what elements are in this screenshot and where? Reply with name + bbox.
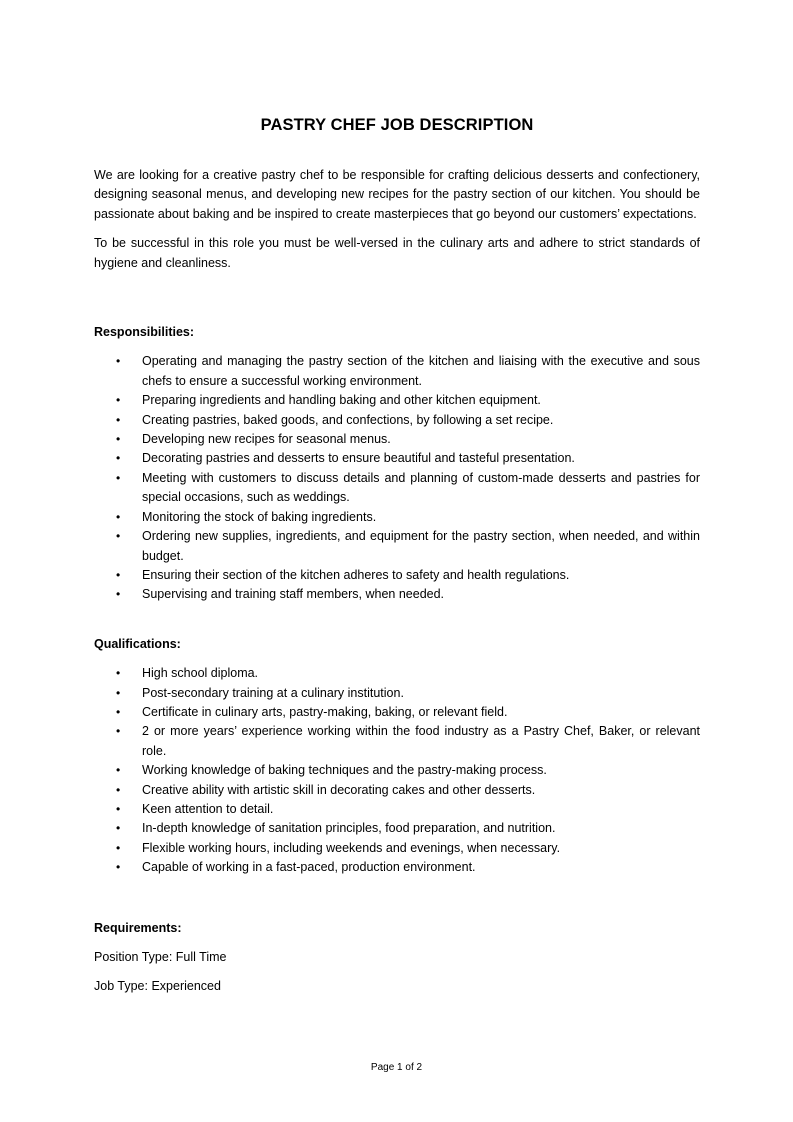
list-item	[94, 664, 700, 683]
bullet-icon: •	[116, 567, 121, 582]
position-type: Position Type: Full Time	[94, 950, 227, 964]
list-item-text: Developing new recipes for seasonal menus.	[142, 432, 391, 447]
list-item-text: Creating pastries, baked goods, and confections, by following a set recipe.	[142, 412, 554, 427]
list-item	[94, 722, 700, 761]
responsibilities-list	[94, 352, 700, 604]
page-title: PASTRY CHEF JOB DESCRIPTION	[260, 116, 534, 134]
list-item	[94, 352, 700, 391]
list-item	[94, 858, 700, 877]
qualifications-list	[94, 664, 700, 877]
bullet-icon: •	[116, 509, 121, 524]
list-item	[94, 839, 700, 858]
list-item-text: Flexible working hours, including weekends and evenings, when necessary.	[142, 840, 561, 855]
list-item-text: 2 or more years’ experience working within the food industry as a Pastry Chef, Baker, or relevant role.	[142, 724, 700, 758]
list-item	[94, 800, 700, 819]
bullet-icon: •	[116, 801, 121, 816]
job-type: Job Type: Experienced	[94, 979, 221, 994]
spacer	[94, 605, 700, 635]
list-item	[94, 469, 700, 508]
bullet-icon: •	[116, 470, 121, 485]
bullet-icon: •	[116, 393, 121, 408]
bullet-icon: •	[116, 666, 121, 681]
bullet-icon: •	[116, 821, 121, 836]
list-item	[94, 411, 700, 430]
list-item	[94, 449, 700, 468]
bullet-icon: •	[116, 860, 121, 875]
list-item	[94, 761, 700, 780]
qualifications-heading: Qualifications:	[94, 636, 181, 651]
intro-paragraph-1: We are looking for a creative pastry chef to be responsible for crafting delicious desserts and confectionery, designing seasonal menus, and developing new recipes for the pastry section of our kitchen. You should be passionate about baking and be inspired to create masterpieces that go beyond our customers’ expectations.	[94, 168, 700, 221]
list-item	[94, 819, 700, 838]
list-item-text: Ordering new supplies, ingredients, and equipment for the pastry section, when needed, and within budget.	[142, 529, 700, 563]
list-item	[94, 391, 700, 410]
bullet-icon: •	[116, 529, 121, 544]
list-item-text: High school diploma.	[142, 666, 259, 681]
list-item-text: Creative ability with artistic skill in decorating cakes and other desserts.	[142, 782, 536, 797]
list-item-text: Monitoring the stock of baking ingredients.	[142, 509, 377, 524]
list-item-text: Preparing ingredients and handling baking and other kitchen equipment.	[142, 393, 541, 408]
list-item	[94, 781, 700, 800]
list-item-text: In-depth knowledge of sanitation principles, food preparation, and nutrition.	[142, 821, 556, 836]
list-item-text: Meeting with customers to discuss details and planning of custom-made desserts and pastries for special occasions, such as weddings.	[142, 470, 700, 505]
list-item	[94, 684, 700, 703]
intro-paragraph-2: To be successful in this role you must be well-versed in the culinary arts and adhere to strict standards of hygiene and cleanliness.	[94, 236, 700, 270]
bullet-icon: •	[116, 354, 121, 369]
list-item-text: Capable of working in a fast-paced, production environment.	[142, 860, 476, 875]
list-item-text: Decorating pastries and desserts to ensure beautiful and tasteful presentation.	[142, 451, 575, 466]
list-item	[94, 527, 700, 566]
list-item-text: Post-secondary training at a culinary institution.	[142, 685, 404, 700]
bullet-icon: •	[116, 432, 121, 447]
list-item	[94, 508, 700, 527]
spacer	[94, 878, 700, 919]
list-item-text: Operating and managing the pastry section of the kitchen and liaising with the executive and sous chefs to ensure a successful working environment.	[142, 354, 700, 388]
document-body	[94, 114, 700, 1007]
requirements-heading: Requirements:	[94, 920, 182, 935]
bullet-icon: •	[116, 412, 121, 427]
bullet-icon: •	[116, 685, 121, 700]
bullet-icon: •	[116, 451, 121, 466]
list-item-text: Supervising and training staff members, when needed.	[142, 587, 445, 602]
bullet-icon: •	[116, 704, 121, 719]
list-item	[94, 585, 700, 604]
bullet-icon: •	[116, 840, 121, 855]
responsibilities-heading: Responsibilities:	[94, 325, 195, 340]
bullet-icon: •	[116, 782, 121, 797]
list-item-text: Certificate in culinary arts, pastry-making, baking, or relevant field.	[142, 704, 508, 719]
page-number: Page 1 of 2	[370, 1062, 423, 1073]
bullet-icon: •	[116, 763, 121, 778]
list-item-text: Keen attention to detail.	[142, 801, 274, 816]
spacer	[94, 283, 700, 323]
list-item	[94, 703, 700, 722]
list-item	[94, 566, 700, 585]
bullet-icon: •	[116, 724, 121, 739]
bullet-icon: •	[116, 587, 121, 602]
list-item	[94, 430, 700, 449]
list-item-text: Working knowledge of baking techniques and the pastry-making process.	[142, 763, 547, 778]
list-item-text: Ensuring their section of the kitchen adheres to safety and health regulations.	[142, 567, 570, 582]
